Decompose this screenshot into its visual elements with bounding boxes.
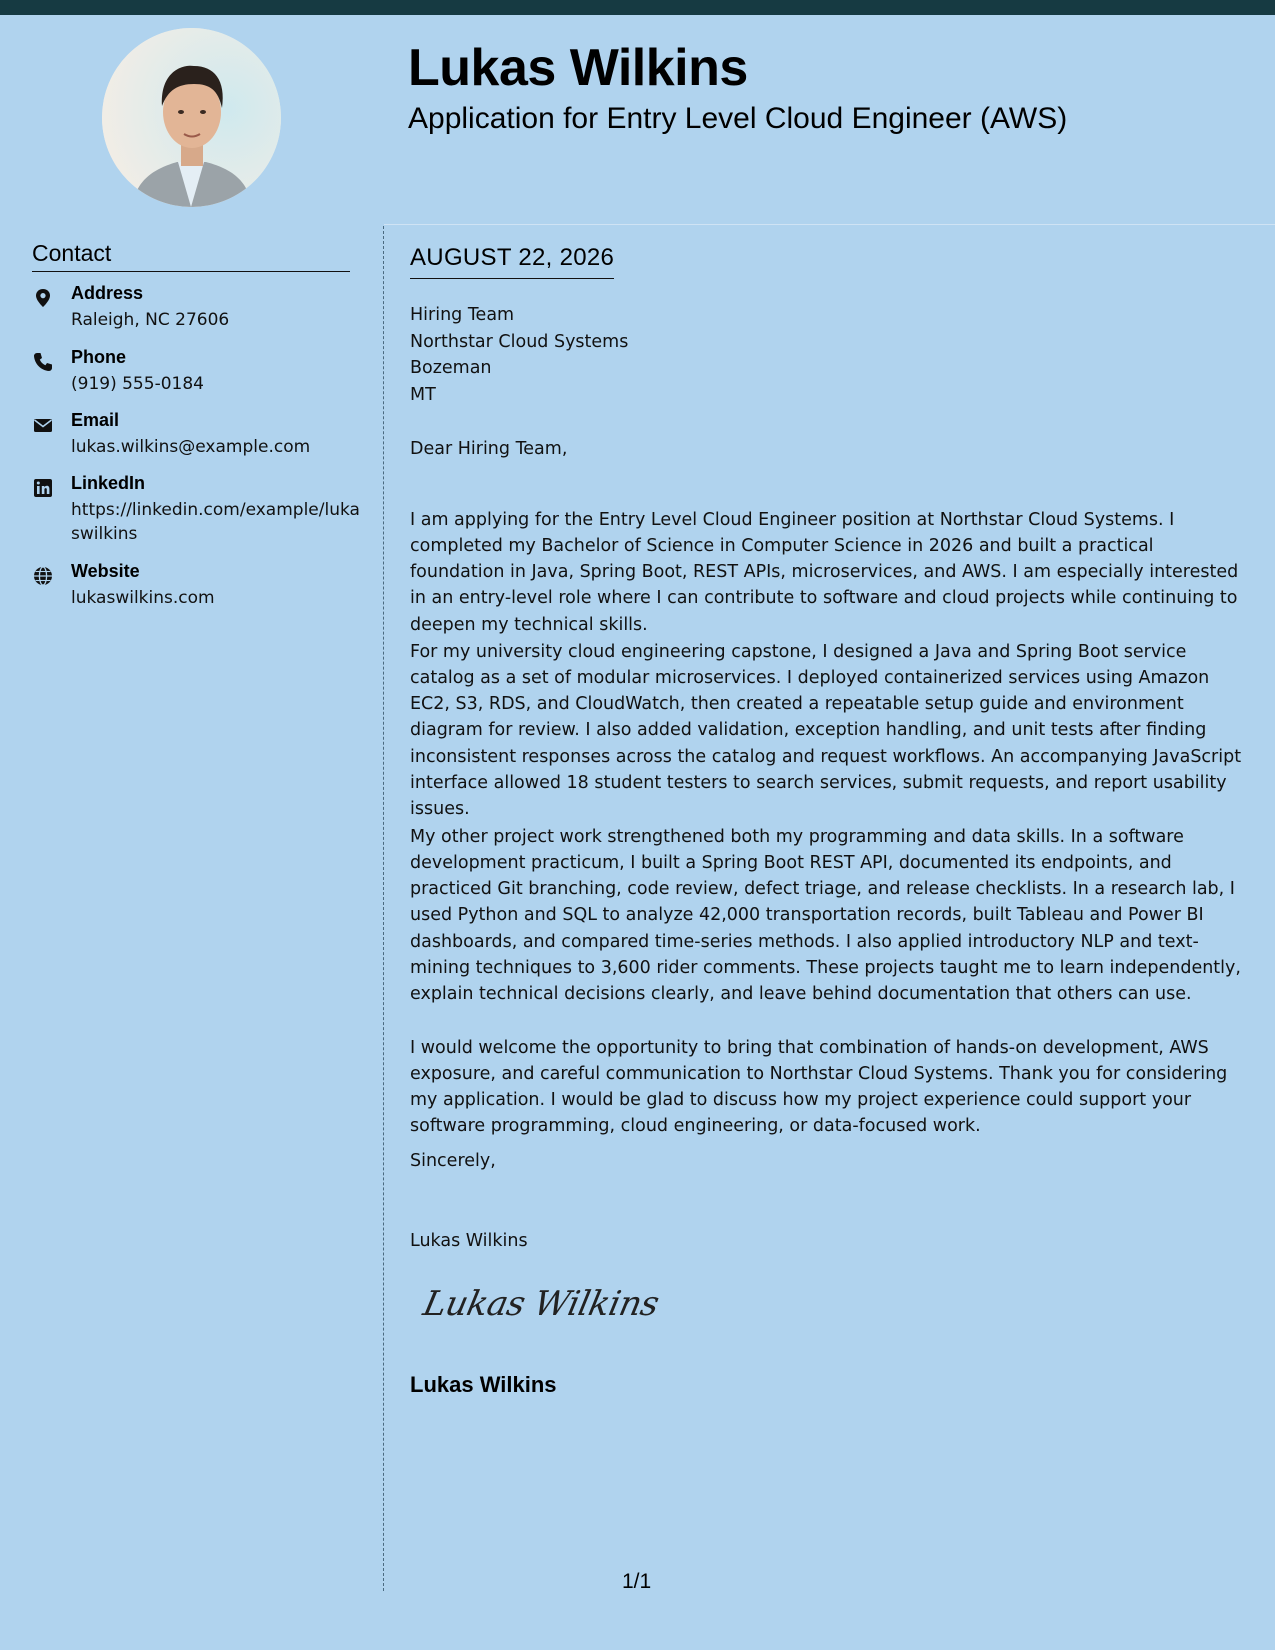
column-divider <box>383 226 384 1591</box>
address-value: Raleigh, NC 27606 <box>71 310 230 330</box>
email-value[interactable]: lukas.wilkins@example.com <box>71 437 311 457</box>
email-label: Email <box>71 410 120 430</box>
recipient-line: MT <box>410 384 436 405</box>
body-paragraph: I would welcome the opportunity to bring that combination of hands-on development, AWS exposure, and careful communication to Northstar Cloud Systems. Thank you for considering my application. I would be glad to discuss how my project experience could support your software programming, cloud engineering, or data-focused work. <box>410 1037 1228 1137</box>
letter-date: AUGUST 22, 2026 <box>410 244 614 279</box>
linkedin-value[interactable]: https://linkedin.com/example/lukaswilkins <box>71 500 360 544</box>
signer-name: Lukas Wilkins <box>410 1372 557 1397</box>
top-accent-bar <box>0 0 1275 15</box>
address-label: Address <box>71 283 144 303</box>
website-label: Website <box>71 561 140 581</box>
typed-name: Lukas Wilkins <box>410 1231 528 1251</box>
contact-heading: Contact <box>32 240 350 272</box>
envelope-icon <box>32 414 54 436</box>
linkedin-icon <box>32 477 54 499</box>
closing: Sincerely, <box>410 1151 496 1171</box>
handwritten-signature: Lukas Wilkins <box>419 1284 663 1324</box>
body-paragraph: My other project work strengthened both my programming and data skills. In a software development practicum, I built a Spring Boot REST API, documented its endpoints, and practiced Git branching, code review, defect triage, and release checklists. In a research lab, I used Python and SQL to analyze 42,000 transportation records, built Tableau and Power BI dashboards, and compared time-series methods. I also applied introductory NLP and text-mining techniques to 3,600 rider comments. These projects taught me to learn independently, explain technical decisions clearly, and leave behind documentation that others can use. <box>410 826 1241 1005</box>
recipient-block <box>410 302 1252 408</box>
page-number: 1/1 <box>622 1570 652 1593</box>
phone-value: (919) 555-0184 <box>71 374 204 394</box>
globe-icon <box>32 565 54 587</box>
header-divider <box>384 224 1275 225</box>
recipient-line: Bozeman <box>410 358 492 378</box>
body-paragraph: I am applying for the Entry Level Cloud Engineer position at Northstar Cloud Systems. I completed my Bachelor of Science in Computer Science in 2026 and built a practical foundation in Java, Spring Boot, REST APIs, microservices, and AWS. I am especially interested in an entry-level role where I can contribute to software and cloud projects while continuing to deepen my technical skills. <box>410 509 1239 635</box>
map-pin-icon <box>32 287 54 309</box>
phone-label: Phone <box>71 347 127 367</box>
application-title: Application for Entry Level Cloud Engineer (AWS) <box>408 102 1068 135</box>
phone-icon <box>32 351 54 373</box>
body-paragraph: For my university cloud engineering capstone, I designed a Java and Spring Boot service catalog as a set of modular microservices. I deployed containerized services using Amazon EC2, S3, RDS, and CloudWatch, then created a repeatable setup guide and environment diagram for review. I also added validation, exception handling, and unit tests after finding inconsistent responses across the catalog and request workflows. An accompanying JavaScript interface allowed 18 student testers to search services, submit requests, and report usability issues. <box>410 641 1242 820</box>
website-value[interactable]: lukaswilkins.com <box>71 588 215 608</box>
applicant-name: Lukas Wilkins <box>408 39 748 97</box>
recipient-line: Northstar Cloud Systems <box>410 331 629 352</box>
linkedin-label: LinkedIn <box>71 473 146 493</box>
recipient-line: Hiring Team <box>410 305 515 325</box>
salutation: Dear Hiring Team, <box>410 439 568 459</box>
profile-photo <box>102 28 281 207</box>
